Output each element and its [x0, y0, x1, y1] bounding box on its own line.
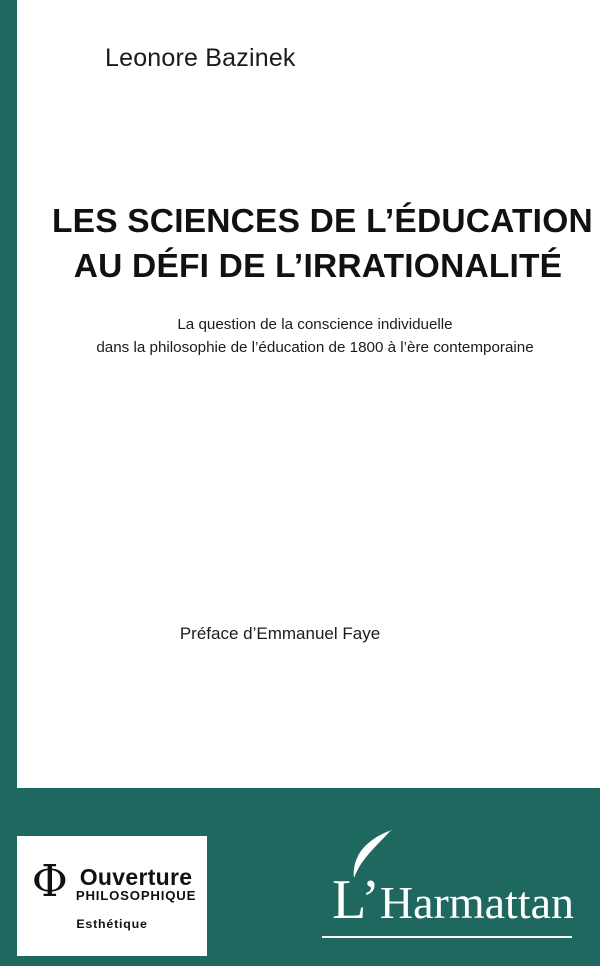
title-line-2: AU DÉFI DE L’IRRATIONALITÉ [73, 247, 563, 285]
publisher-name-rest: Harmattan [379, 877, 574, 928]
phi-symbol-icon: Φ [31, 855, 68, 907]
preface-credit: Préface d’Emmanuel Faye [179, 624, 381, 643]
title-line-1: LES SCIENCES DE L’ÉDUCATION [52, 203, 593, 240]
collection-theme: Esthétique [76, 916, 148, 931]
publisher-underline [322, 936, 572, 938]
collection-header [17, 855, 207, 907]
book-subtitle [40, 314, 590, 360]
collection-badge [17, 836, 207, 956]
publisher-logo [304, 820, 574, 940]
collection-name: Ouverture [79, 863, 193, 890]
collection-subtitle: PHILOSOPHIQUE [75, 887, 197, 903]
subtitle-line-1: La question de la conscience individuelle [177, 316, 453, 333]
author-name: Leonore Bazinek [105, 44, 296, 72]
subtitle-line-2: dans la philosophie de l’éducation de 1800 à l’ère contemporaine [96, 338, 534, 356]
publisher-name [332, 868, 574, 932]
publisher-name-initial: L’ [332, 869, 380, 931]
book-title [52, 200, 593, 289]
collection-wordmark [76, 865, 196, 903]
